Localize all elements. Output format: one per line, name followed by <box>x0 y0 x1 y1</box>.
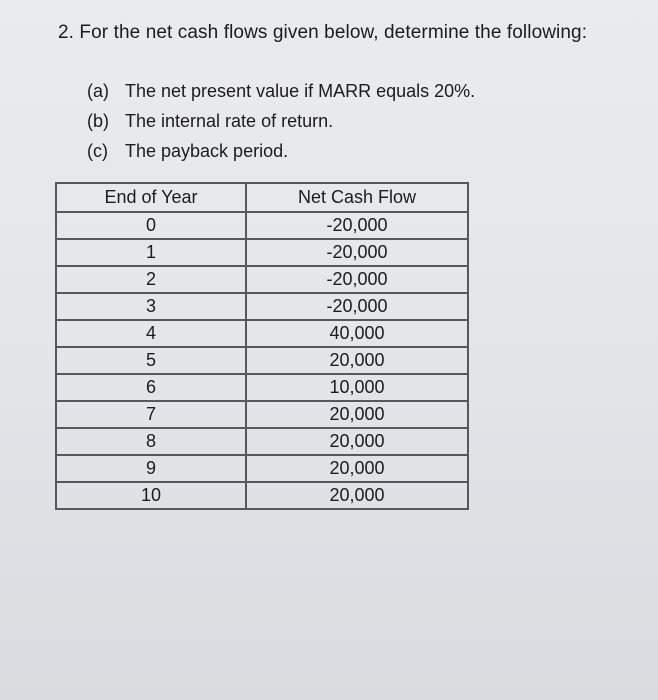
cash-flow-cell: 20,000 <box>246 455 468 482</box>
cash-flow-cell: 20,000 <box>246 428 468 455</box>
table-row <box>56 212 468 239</box>
table-header-row <box>56 183 468 212</box>
part-letter: (c) <box>87 141 108 161</box>
header-net-cash-flow: Net Cash Flow <box>246 183 468 212</box>
cash-flow-cell: 20,000 <box>246 347 468 374</box>
year-cell: 1 <box>56 239 246 266</box>
year-cell: 2 <box>56 266 246 293</box>
part-a <box>87 76 475 106</box>
year-cell: 6 <box>56 374 246 401</box>
table-row <box>56 293 468 320</box>
year-cell: 9 <box>56 455 246 482</box>
year-cell: 7 <box>56 401 246 428</box>
table-row <box>56 455 468 482</box>
part-text: The payback period. <box>125 141 289 161</box>
table-row <box>56 428 468 455</box>
year-cell: 0 <box>56 212 246 239</box>
part-letter: (a) <box>87 81 109 101</box>
year-cell: 4 <box>56 320 246 347</box>
cash-flow-cell: 20,000 <box>246 482 468 509</box>
part-c <box>87 136 475 166</box>
year-cell: 8 <box>56 428 246 455</box>
cash-flow-cell: -20,000 <box>246 212 468 239</box>
table-row <box>56 239 468 266</box>
cash-flow-cell: -20,000 <box>246 239 468 266</box>
table-row <box>56 374 468 401</box>
question-parts-list <box>87 76 475 166</box>
question-title: 2. For the net cash flows given below, determine the following: <box>58 22 588 43</box>
part-b <box>87 106 475 136</box>
year-cell: 5 <box>56 347 246 374</box>
cash-flow-table <box>55 182 469 510</box>
cash-flow-cell: 10,000 <box>246 374 468 401</box>
cash-flow-cell: 20,000 <box>246 401 468 428</box>
year-cell: 10 <box>56 482 246 509</box>
part-text: The net present value if MARR equals 20%. <box>125 81 476 101</box>
cash-flow-cell: -20,000 <box>246 266 468 293</box>
part-letter: (b) <box>87 111 109 131</box>
header-end-of-year: End of Year <box>56 183 246 212</box>
part-text: The internal rate of return. <box>125 111 334 131</box>
table-row <box>56 482 468 509</box>
table-row <box>56 320 468 347</box>
table-row <box>56 401 468 428</box>
cash-flow-cell: 40,000 <box>246 320 468 347</box>
table-row <box>56 347 468 374</box>
cash-flow-cell: -20,000 <box>246 293 468 320</box>
year-cell: 3 <box>56 293 246 320</box>
table-row <box>56 266 468 293</box>
